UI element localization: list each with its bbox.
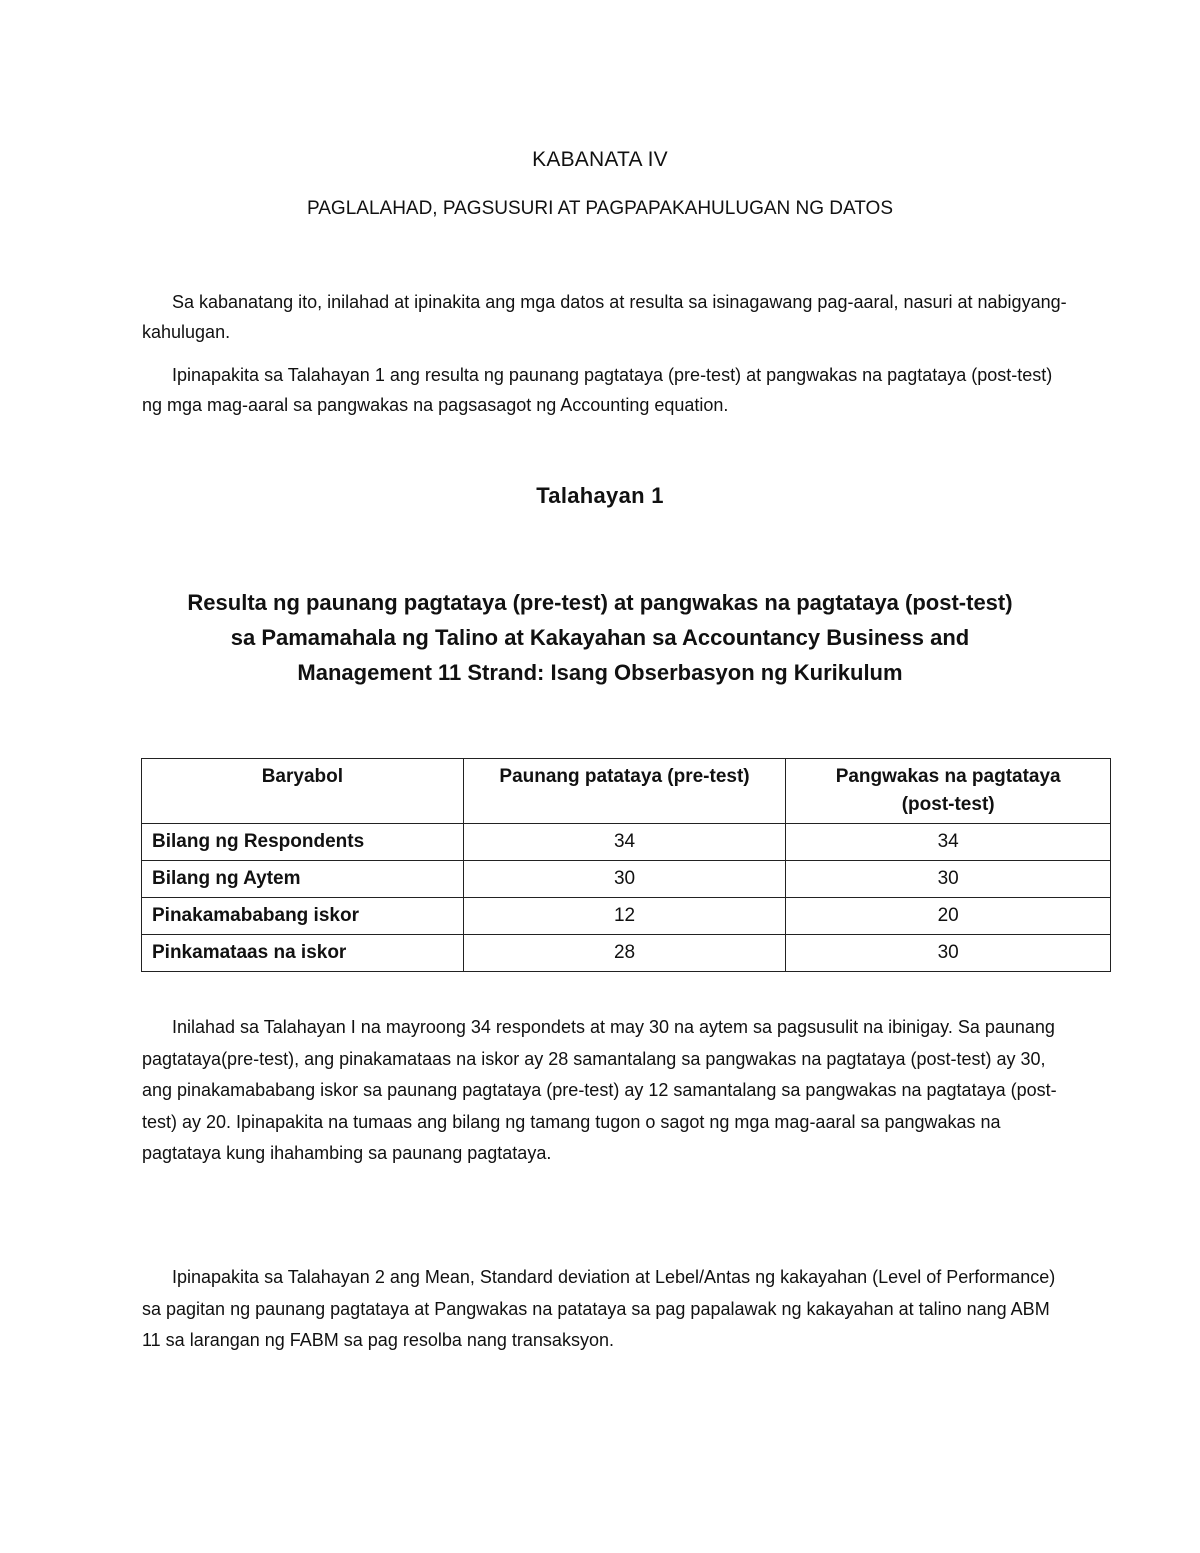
pre-test-value: 28: [463, 935, 786, 972]
post-test-value: 34: [786, 824, 1111, 861]
header-post-test-line-1: Pangwakas na pagtataya: [835, 766, 1061, 787]
row-label: Bilang ng Aytem: [142, 861, 464, 898]
post-test-value: 20: [786, 898, 1111, 935]
table-caption: [100, 585, 1100, 690]
analysis-paragraph-2: Ipinapakita sa Talahayan 2 ang Mean, Standard deviation at Lebel/Antas ng kakayahan (Level of Performance) sa pagitan ng paunang pagtataya at Pangwakas na patataya sa pag papalawak ng kakayahan at talino nang ABM 11 sa larangan ng FABM sa pag resolba nang transaksyon.: [142, 1267, 1056, 1350]
table-row: [142, 935, 1111, 972]
analysis-paragraph-1: Inilahad sa Talahayan I na mayroong 34 respondets at may 30 na aytem sa pagsusulit na ibinigay. Sa paunang pagtataya(pre-test), ang pinakamataas na iskor ay 28 samantalang sa pangwakas na pagtataya (post-test) ay 30, ang pinakamababang iskor sa paunang pagtataya (pre-test) ay 12 samantalang sa pangwakas na pagtataya (post-test) ay 20. Ipinapakita na tumaas ang bilang ng tamang tugon o sagot ng mga mag-aaral sa pangwakas na pagtataya kung ihahambing sa paunang pagtataya.: [142, 1017, 1057, 1163]
header-baryabol: Baryabol: [142, 759, 464, 824]
chapter-title: KABANATA IV: [532, 148, 668, 171]
pre-test-value: 34: [463, 824, 786, 861]
table-row: [142, 898, 1111, 935]
table-row: [142, 824, 1111, 861]
row-label: Pinakamababang iskor: [142, 898, 464, 935]
chapter-subtitle: PAGLALAHAD, PAGSUSURI AT PAGPAPAKAHULUGAN NG DATOS: [307, 198, 893, 219]
header-post-test: [786, 759, 1111, 824]
post-test-value: 30: [786, 861, 1111, 898]
table-caption-line-3: Management 11 Strand: Isang Obserbasyon ng Kurikulum: [297, 660, 903, 685]
post-test-value: 30: [786, 935, 1111, 972]
header-post-test-line-2: (post-test): [901, 794, 995, 815]
intro-paragraph-1: Sa kabanatang ito, inilahad at ipinakita ang mga datos at resulta sa isinagawang pag-aaral, nasuri at nabigyang-kahulugan.: [142, 292, 1067, 342]
pre-test-value: 12: [463, 898, 786, 935]
table-header-row: [142, 759, 1111, 824]
pre-test-value: 30: [463, 861, 786, 898]
table-caption-line-1: Resulta ng paunang pagtataya (pre-test) at pangwakas na pagtataya (post-test): [187, 590, 1013, 615]
table-row: [142, 861, 1111, 898]
row-label: Bilang ng Respondents: [142, 824, 464, 861]
row-label: Pinkamataas na iskor: [142, 935, 464, 972]
table-caption-line-2: sa Pamamahala ng Talino at Kakayahan sa Accountancy Business and: [230, 625, 970, 650]
header-pre-test: Paunang patataya (pre-test): [463, 759, 786, 824]
results-table: [141, 758, 1111, 972]
intro-paragraph-2: Ipinapakita sa Talahayan 1 ang resulta ng paunang pagtataya (pre-test) at pangwakas na pagtataya (post-test) ng mga mag-aaral sa pangwakas na pagsasagot ng Accounting equation.: [142, 365, 1053, 415]
table-number: Talahayan 1: [536, 483, 664, 508]
